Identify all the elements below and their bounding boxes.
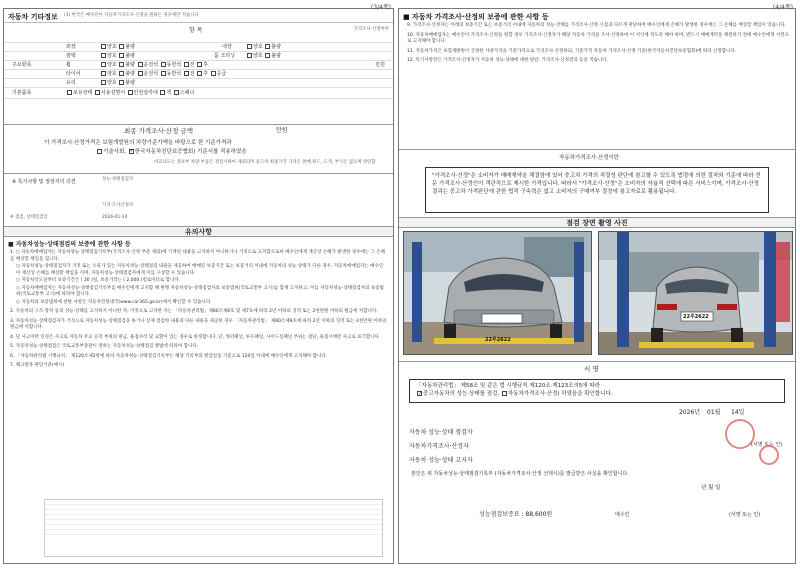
- checkbox[interactable]: [119, 44, 124, 49]
- option-group: [100, 80, 135, 86]
- inspection-fee: 성능점검보증료 : 88,600원: [479, 511, 553, 518]
- option-group: [100, 53, 135, 59]
- option-label: 양호: [107, 62, 117, 68]
- row-label-exterior: 외장: [66, 44, 76, 50]
- checkbox-checked[interactable]: [417, 391, 422, 396]
- checkbox[interactable]: [119, 80, 124, 85]
- left-document-page: [3, 4, 394, 564]
- price-unit: 만원: [375, 62, 385, 68]
- criteria-example-box: [44, 499, 383, 557]
- checkbox[interactable]: [161, 62, 166, 67]
- checkbox[interactable]: [67, 90, 72, 95]
- group-label-main: 주요항목: [12, 62, 32, 68]
- checkbox[interactable]: [138, 62, 143, 67]
- price-note: 12. 특기사항란은 가격조사·산정자가 자동차 성능·상태에 대한 판단, 가격조사·산정결과 등을 적습니다.: [407, 58, 609, 63]
- option-label: 동반석: [166, 71, 182, 77]
- section-title-other-info: 자동차 기타정보: [8, 13, 58, 21]
- checkbox[interactable]: [101, 53, 106, 58]
- notice-title: ■ 자동차성능·상태점검의 보증에 관한 사항 등: [8, 241, 131, 248]
- row-label-wheel: 휠: [66, 62, 71, 68]
- checkbox[interactable]: [184, 62, 189, 67]
- option-label: 사용설명서: [100, 90, 126, 96]
- option-label: 양호: [253, 53, 263, 59]
- sign-option-a: 중고자동차의 성능·상태를 점검,: [423, 391, 500, 397]
- sign-date-month: 01월: [707, 409, 721, 416]
- checkbox[interactable]: [211, 71, 216, 76]
- notice-item: 7. 체크항목 판단기준(예시): [10, 363, 65, 368]
- table-header-item: 항 목: [189, 27, 203, 34]
- price-note: 11. 자동차가격은 보험개발원이 산정한 사양가격을 기준가격으로 가격조사·산정하되, 기준가격 자동차 가격조사·산정 기준(한국자동차진단보증협회)에 따라 산정합니다.: [407, 48, 737, 54]
- row-label-interior: 내장: [222, 44, 232, 50]
- notice-item: ○ 자동차의 보증범위에 관한 사항은 자동차민원대국(www.car365.go.kr)에서 확인할 수 있습니다.: [16, 299, 212, 305]
- option-label: 불량: [125, 80, 135, 86]
- option-label: 후: [203, 62, 208, 68]
- option-label: 운전석: [143, 71, 159, 77]
- checkbox[interactable]: [128, 90, 133, 95]
- option-label: 불량: [271, 44, 281, 50]
- group-label-basic: 기본품목: [12, 90, 32, 96]
- signer-label-notifier: 자동차 성능·상태 고지자: [409, 457, 473, 464]
- notice-item: 2. 자동차의 구조·장치 등의 성능·상태를 고지하지 아니한 자, 거짓으로 고지한 자는 「자동차관리법」제80조제6호 및 제7호에 따라 2년 이하의 징역 또는 2천만원 이하의 벌금에 처합니다.: [10, 309, 378, 314]
- official-seal-stamp: [725, 419, 755, 449]
- checkbox[interactable]: [160, 90, 165, 95]
- row-label-tire: 타이어: [66, 71, 81, 77]
- option-label: 잭: [166, 90, 172, 96]
- option-label: 전: [189, 71, 195, 77]
- checkbox[interactable]: [101, 62, 106, 67]
- option-label: 응급: [216, 71, 227, 77]
- notifier-seal-stamp: [759, 445, 779, 465]
- divider: [399, 149, 795, 150]
- caution-title: 자동차가격조사·산정이란: [559, 155, 620, 161]
- signer-label-inspector: 자동차 성능·상태 점검자: [409, 429, 473, 436]
- final-price-label: 최종 가격조사·산정 금액: [124, 127, 193, 135]
- row-label-gloss: 광택: [66, 53, 76, 59]
- inspection-date-label: ※ 점검, 상태점검일: [10, 215, 48, 220]
- sign-option-b: 자동차가격조사·산정) 하였음을 확인합니다.: [507, 391, 613, 397]
- checkbox[interactable]: [197, 62, 202, 67]
- notice-item: ○ 자동차매매업자는 자동차성능·상태점검기록부를 매수인에게 고지할 때 현행 자동차성능·상태점검자의 보증범위(국토교통부 고시)를 함께 고지하고, 이를 자동차성능·상태점검자의 보증범위(국토교통부 고시)에 따라야 합니다.: [16, 285, 384, 297]
- particulars-label: ※ 특기사항 및 점검자의 의견: [12, 179, 76, 185]
- inspection-photo-rear: [598, 231, 793, 355]
- checkbox[interactable]: [119, 62, 124, 67]
- page-number: (3/4쪽): [370, 4, 391, 11]
- caution-box: [425, 167, 769, 213]
- checkbox[interactable]: [502, 391, 507, 396]
- notice-bar: 유의사항: [4, 226, 393, 237]
- option-label: 불량: [125, 53, 135, 59]
- checkbox[interactable]: [95, 90, 100, 95]
- option-label: 불량: [125, 71, 135, 77]
- notice-item: ○ 자동차성능·상태점검자가 거짓 또는 오류가 있는 자동차성능·상태점검 내용을 제공하여 매매된 보증기간 또는 보증거리 이내에 자동차의 성능·상태가 다른 경우, 자동차매매업자는 매수인이 재산상 손해를 배상할 책임을 지며, 자동차성능·상태점검자에게 이를 구상할 수 있습니다.: [16, 264, 384, 276]
- table-header-price-check: 가격조사·산정여부: [353, 27, 389, 32]
- inspection-date-value: 2026-01-14: [102, 215, 128, 220]
- license-plate: 22루2622: [485, 337, 511, 343]
- signer-label-appraiser: 자동차가격조사·산정자: [409, 443, 469, 450]
- checkbox[interactable]: [101, 71, 106, 76]
- section-title-price: ■ 자동차 가격조사·산정의 보증에 관한 사항 등: [403, 13, 549, 21]
- notice-item: 3. 자동차성능·상태점검자가 거짓으로 자동차성능·상태점검을 하거나 실제 점검한 내용과 다른 내용을 제공한 경우 「자동차관리법」 제80조제9호에 따라 2년 이하의 징역 또는 2천만원 이하의 벌금에 처합니다.: [10, 318, 387, 330]
- notice-list: [10, 250, 387, 370]
- basis-option-a: 기술사회,: [103, 149, 127, 155]
- page-number: (4/4쪽): [772, 4, 793, 11]
- checkbox[interactable]: [265, 44, 270, 49]
- price-note: 10. 자동차매매업자는 매수인이 가격조사·산정을 원할 경우 가격조사·산정자가 해당 자동차 가격을 조사·산정하여 이 서식에 적도록 해야 하며, 반드시 매매계약을 체결하기 전에 매수인에게 서면으로 고지해야 합니다.: [407, 32, 789, 44]
- right-document-page: [398, 4, 796, 564]
- row-label-glass: 유리: [66, 80, 76, 86]
- option-label: 안전삼각대: [133, 90, 158, 96]
- buyer-label: 매수인: [615, 512, 630, 518]
- price-notes-list: [407, 23, 789, 65]
- checkbox[interactable]: [119, 71, 124, 76]
- photo-section-title: 점검 장면 촬영 사진: [399, 217, 795, 228]
- checkbox[interactable]: [161, 71, 166, 76]
- option-label: 양호: [107, 53, 117, 59]
- option-label: 불량: [125, 62, 135, 68]
- notice-item: ○ 자동차인도일부터 보증기간은 ( 30 )일, 보증거리는 ( 2,000 )킬로미터로 합니다.: [16, 278, 181, 283]
- checkbox-checked[interactable]: [129, 149, 134, 154]
- price-basis-line2: [96, 149, 247, 156]
- checkbox[interactable]: [119, 53, 124, 58]
- checkbox[interactable]: [174, 90, 179, 95]
- price-basis-line: 이 가격조사·산정가격은 보험개발원의 차량기준가액을 바탕으로 한 기준가격과: [44, 140, 232, 146]
- criteria-line: [45, 530, 382, 535]
- option-label: 양호: [107, 44, 117, 50]
- option-group: [246, 44, 281, 50]
- option-group: [66, 90, 194, 96]
- option-label: 전: [189, 62, 195, 68]
- option-group: [100, 71, 226, 77]
- option-group: [100, 62, 208, 68]
- checkbox[interactable]: [247, 53, 252, 58]
- notice-item: 1. ○ 자동차매매업자는 자동차성능·상태점검기록부(가격조사·산정 부분 제외)에 기재된 내용을 고지하지 아니하거나 거짓으로 고지함으로써 매수인에게 재산상 손해가 발생한 경우에는 그 손해를 배상할 책임을 집니다.: [10, 250, 386, 262]
- sign-law-line-a: 「자동차관리법」 제58조 및 같은 법 시행규칙 제120조·제123조의5에 따라: [416, 383, 600, 389]
- divider: [4, 124, 393, 125]
- checkbox[interactable]: [197, 71, 202, 76]
- sign-date-year: 2026년: [679, 409, 701, 416]
- option-label: 양호: [253, 44, 263, 50]
- license-plate: 22루2622: [683, 314, 709, 320]
- final-price-unit: 만원: [276, 127, 288, 134]
- checkbox[interactable]: [101, 80, 106, 85]
- option-label: 양호: [107, 80, 117, 86]
- receipt-date: 년 월 일: [701, 485, 721, 491]
- checkbox[interactable]: [101, 44, 106, 49]
- option-label: 불량: [271, 53, 281, 59]
- price-note: 9. 가격조사·산정자는 아래의 보증기간 또는 보증거리 이내에 자동차의 성능·상태를 가격조사·산정 시점과 다르게 판단하여 매수인에게 손해가 발생한 경우에는 그 손해를 배상할 책임이 있습니다.: [407, 23, 787, 28]
- checkbox[interactable]: [184, 71, 189, 76]
- option-label: 운전석: [143, 62, 159, 68]
- photo-graphic: [599, 232, 793, 355]
- option-label: 후: [203, 71, 208, 77]
- buyer-sign-placeholder: (서명 또는 인): [729, 512, 761, 518]
- price-basis-note: 비교표도는 정보부 차량 부품은 정검사하여 제외되며 중고차 최종가격 가격은 판매 원드, 도색, 부식은 없으며 판단함: [154, 160, 376, 165]
- divider: [4, 173, 393, 174]
- row-label-room-cleaning: 룸 크리닝: [214, 53, 235, 59]
- option-label: 스패너: [179, 90, 195, 96]
- sign-statement-box: [409, 379, 785, 403]
- option-label: 양호: [107, 71, 117, 77]
- sign-law-line-b: [416, 390, 778, 398]
- checkbox[interactable]: [97, 149, 102, 154]
- divider: [399, 361, 795, 362]
- notice-item: 4. 단 사고이력 인정은 사고로 자동차 주요 골격 부위의 판금, 용접수리 및 교환이 있는 경우로 한정합니다. 단, 쿼터패널, 루프패널, 사이드실패널 부위는 절단, 용접시에만 사고로 표기합니다.: [10, 334, 381, 340]
- option-label: 동반석: [166, 62, 182, 68]
- notice-item: 6. 「자동차관리법 시행규칙」 제120조제2항에 따라 자동차성능·상태점검기록부는 해당 기록부의 발급일을 기준으로 120일 이내에 매수인에게 고지해야 합니다.: [10, 353, 328, 359]
- signer-sign-placeholder: (서명 또는 인): [751, 442, 783, 448]
- option-group: [100, 44, 135, 50]
- checkbox[interactable]: [138, 71, 143, 76]
- checkbox[interactable]: [247, 44, 252, 49]
- receipt-confirmation: 본인은 위 자동차성능·상태점검기록부 (자동차가격조사·산정 선택시)를 발급받은 사실을 확인합니다.: [411, 471, 629, 477]
- sign-date-day: 14일: [731, 409, 745, 416]
- checkbox[interactable]: [265, 53, 270, 58]
- option-label: 보유상태: [73, 90, 93, 96]
- appraiser-label: 가격·조사산정자: [102, 203, 134, 208]
- inspection-photo-front-left: [403, 231, 592, 355]
- option-label: 불량: [125, 44, 135, 50]
- other-info-table: [4, 22, 393, 99]
- basis-option-b: 한국자동차진단보증협회) 기준서를 적용하였음: [134, 149, 247, 155]
- option-group: [246, 53, 281, 59]
- examiner-label: 성능·상태점검자: [102, 177, 134, 182]
- caution-text: "가격조사·산정"은 소비자가 매매계약을 체결함에 있어 중고차 가격의 적절성 판단에 참고할 수 있도록 법령에 의한 절차와 기준에 따라 전문 가격조사·산정인이 객관적으로 제시한 가격입니다. 따라서 "가격조사·산정"은 소비자의 자율적 선택에 따른 서비스이며, 가격조사·산정 결과는 중고차 가격판단에 관한 법적 구속력은 없고 소비자의 구매여부 결정에 참고자료로 활용됩니다.: [432, 173, 761, 195]
- sign-title: 서 명: [584, 365, 599, 373]
- other-info-note: (1) 한국은 매수인이 자동차가격조사·산정을 원하는 경우에만 적습니다: [64, 13, 199, 18]
- notice-item: 5. 자동차성능·상태점검은 국토교통부장관이 정하는 자동차성능·상태점검 방법에 따라야 합니다.: [10, 344, 199, 349]
